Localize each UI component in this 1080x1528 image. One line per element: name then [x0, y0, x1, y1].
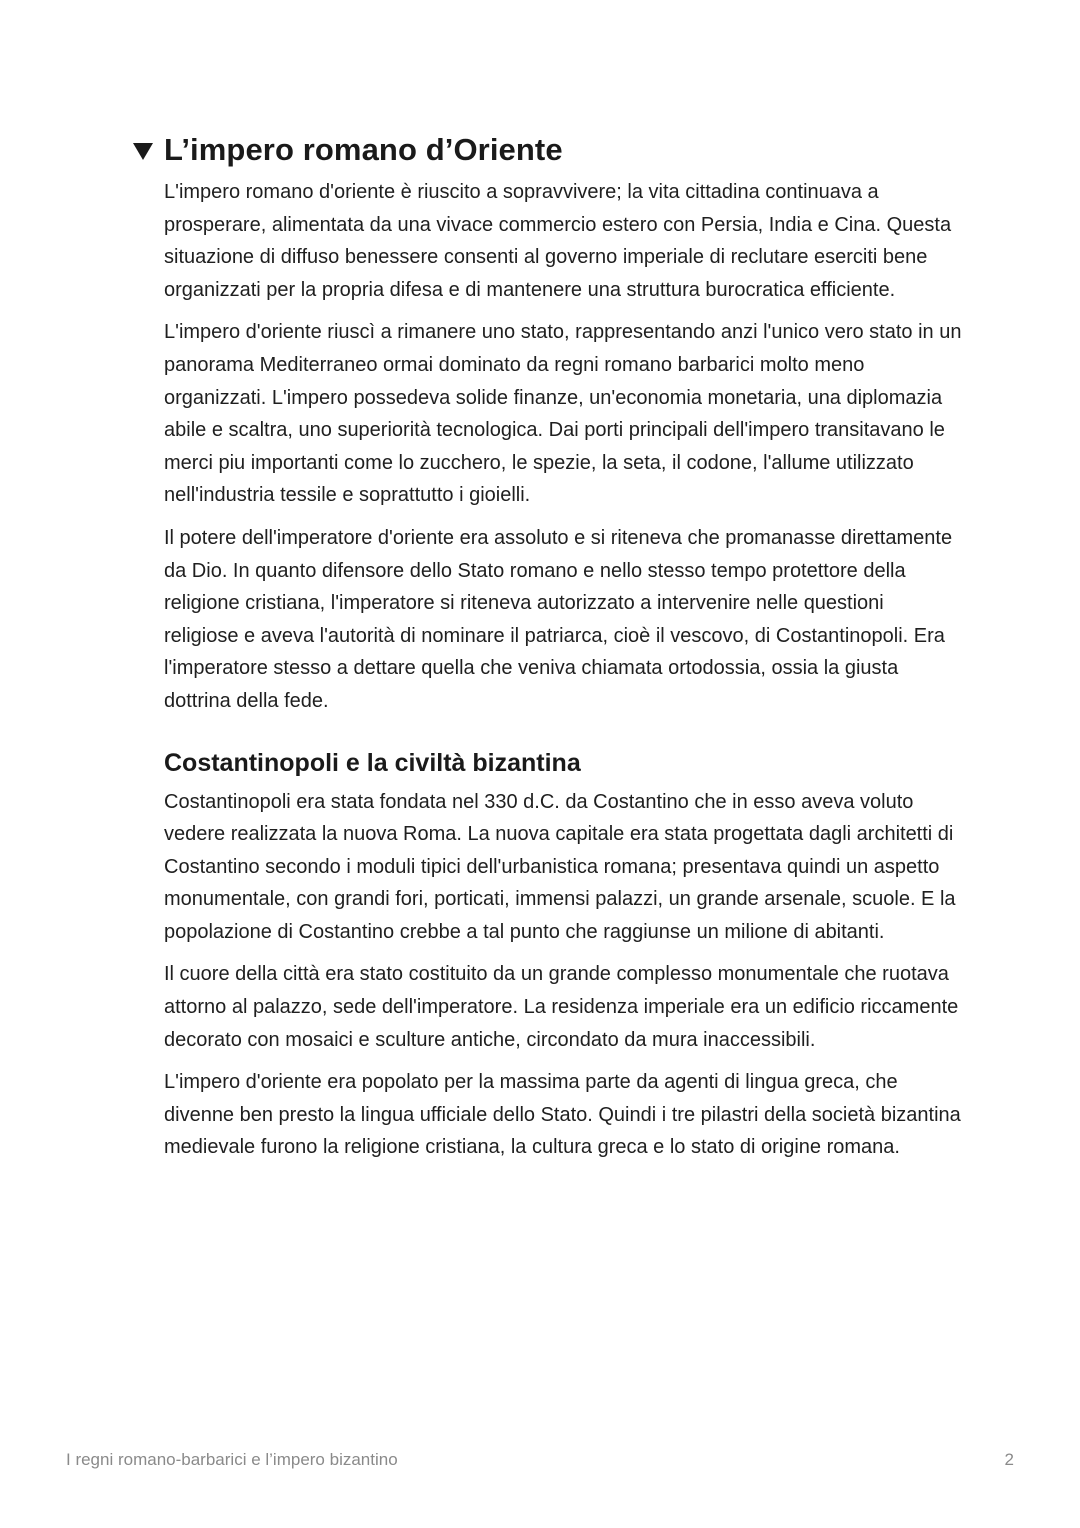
paragraph: L'impero d'oriente era popolato per la massima parte da agenti di lingua greca, che divenne ben presto la lingua ufficiale dello Stato. Quindi i tre pilastri della società bizantina medievale furono la religione cristiana, la cultura greca e lo stato di origine romana.	[164, 1071, 961, 1159]
paragraph: Costantinopoli era stata fondata nel 330 d.C. da Costantino che in esso aveva voluto vedere realizzata la nuova Roma. La nuova capitale era stata progettata dagli architetti di Costantino secondo i moduli tipici dell'urbanistica romana; presentava quindi un aspetto monumentale, con grandi fori, porticati, immensi palazzi, un grande arsenale, scuole. E la popolazione di Costantino crebbe a tal punto che raggiunse un milione di abitanti.	[164, 790, 956, 943]
subsection-title: Costantinopoli e la civiltà bizantina	[164, 748, 581, 777]
page-number: 2	[1004, 1450, 1014, 1469]
paragraph: L'impero d'oriente riuscì a rimanere uno stato, rappresentando anzi l'unico vero stato in un panorama Mediterraneo ormai dominato da regni romano barbarici molto meno organizzati. L'impero possedeva solide finanze, un'economia monetaria, una diplomazia abile e scaltra, uno superiorità tecnologica. Dai porti principali dell'impero transitavano le merci piu importanti come lo zucchero, le spezie, la seta, il codone, l'allume utilizzato nell'industria tessile e soprattutto i gioielli.	[164, 321, 962, 507]
page-footer	[66, 1448, 1014, 1472]
section-content	[164, 176, 962, 1164]
paragraph: Il potere dell'imperatore d'oriente era assoluto e si riteneva che promanasse direttamente da Dio. In quanto difensore dello Stato romano e nello stesso tempo protettore della religione cristiana, l'imperatore si riteneva autorizzato a intervenire nelle questioni religiose e aveva l'autorità di nominare il patriarca, cioè il vescovo, di Costantinopoli. Era l'imperatore stesso a dettare quella che veniva chiamata ortodossia, ossia la giusta dottrina della fede.	[164, 526, 953, 712]
toggle-section	[132, 128, 962, 1174]
footer-document-title: I regni romano-barbarici e l’impero bizantino	[66, 1450, 398, 1469]
paragraph: L'impero romano d'oriente è riuscito a sopravvivere; la vita cittadina continuava a prosperare, alimentata da una vivace commercio estero con Persia, India e Cina. Questa situazione di diffuso benessere consenti al governo imperiale di reclutare eserciti bene organizzati per la propria difesa e di mantenere una struttura burocratica efficiente.	[164, 181, 952, 301]
paragraph: Il cuore della città era stato costituito da un grande complesso monumentale che ruotava attorno al palazzo, sede dell'imperatore. La residenza imperiale era un edificio riccamente decorato con mosaici e sculture antiche, circondato da mura inaccessibili.	[164, 963, 959, 1051]
section-heading[interactable]	[132, 128, 962, 172]
section-title: L’impero romano d’Oriente	[164, 132, 563, 167]
triangle-down-icon[interactable]	[132, 140, 154, 162]
